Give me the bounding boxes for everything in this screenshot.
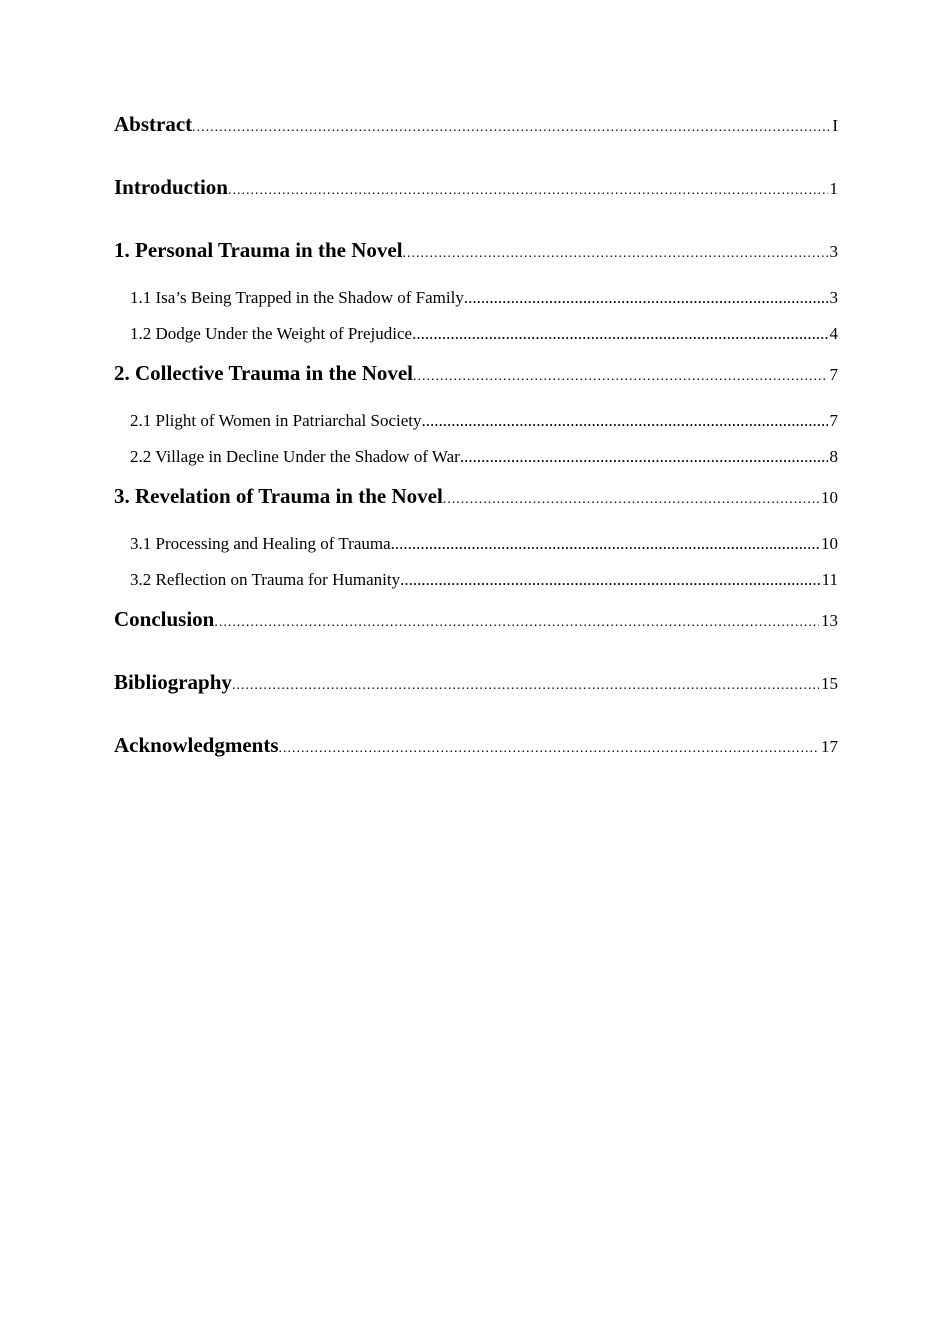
dot-leader bbox=[214, 606, 819, 639]
toc-entry-page: 11 bbox=[821, 570, 838, 589]
toc-entry-section-2-1[interactable] bbox=[114, 408, 838, 444]
toc-entry-page: 7 bbox=[829, 411, 838, 430]
toc-entry-introduction[interactable] bbox=[114, 171, 838, 234]
toc-entry-page: 17 bbox=[821, 737, 838, 756]
toc-entry-acknowledgments[interactable] bbox=[114, 729, 838, 792]
toc-entry-title: 1. Personal Trauma in the Novel bbox=[114, 238, 403, 262]
toc-entry-page: 3 bbox=[829, 288, 838, 307]
toc-entry-title: 1.2 Dodge Under the Weight of Prejudice bbox=[130, 324, 413, 343]
dot-leader bbox=[412, 321, 827, 347]
toc-entry-conclusion[interactable] bbox=[114, 603, 838, 666]
toc-entry-page: 8 bbox=[829, 447, 838, 466]
toc-entry-abstract[interactable] bbox=[114, 108, 838, 171]
table-of-contents bbox=[114, 108, 838, 792]
dot-leader bbox=[403, 237, 828, 270]
toc-entry-bibliography[interactable] bbox=[114, 666, 838, 729]
dot-leader bbox=[422, 408, 828, 434]
dot-leader bbox=[400, 567, 820, 593]
toc-entry-page: 10 bbox=[821, 534, 838, 553]
toc-entry-title: Bibliography bbox=[114, 670, 232, 694]
toc-entry-title: 2.1 Plight of Women in Patriarchal Society bbox=[130, 411, 422, 430]
dot-leader bbox=[391, 531, 819, 557]
toc-entry-title: Introduction bbox=[114, 175, 228, 199]
toc-entry-section-1-2[interactable] bbox=[114, 321, 838, 357]
dot-leader bbox=[228, 174, 828, 207]
toc-entry-chapter-2[interactable] bbox=[114, 357, 838, 408]
toc-entry-title: 3.1 Processing and Healing of Trauma bbox=[130, 534, 391, 553]
toc-entry-title: 1.1 Isa’s Being Trapped in the Shadow of Family bbox=[130, 288, 464, 307]
toc-entry-title: 3.2 Reflection on Trauma for Humanity bbox=[130, 570, 401, 589]
toc-entry-chapter-1[interactable] bbox=[114, 234, 838, 285]
toc-entry-page: 3 bbox=[829, 242, 838, 261]
toc-entry-page: 4 bbox=[829, 324, 838, 343]
toc-entry-page: 1 bbox=[829, 179, 838, 198]
toc-entry-title: Acknowledgments bbox=[114, 733, 279, 757]
toc-entry-page: I bbox=[832, 116, 838, 135]
toc-entry-title: Abstract bbox=[114, 112, 193, 136]
toc-entry-section-3-1[interactable] bbox=[114, 531, 838, 567]
toc-entry-title: 3. Revelation of Trauma in the Novel bbox=[114, 484, 443, 508]
toc-entry-section-2-2[interactable] bbox=[114, 444, 838, 480]
dot-leader bbox=[413, 360, 827, 393]
toc-entry-section-1-1[interactable] bbox=[114, 285, 838, 321]
dot-leader bbox=[232, 669, 819, 702]
toc-entry-page: 13 bbox=[821, 611, 838, 630]
toc-entry-page: 10 bbox=[821, 488, 838, 507]
toc-entry-title: Conclusion bbox=[114, 607, 215, 631]
toc-entry-page: 7 bbox=[829, 365, 838, 384]
toc-entry-section-3-2[interactable] bbox=[114, 567, 838, 603]
dot-leader bbox=[192, 111, 830, 144]
toc-entry-chapter-3[interactable] bbox=[114, 480, 838, 531]
dot-leader bbox=[443, 483, 819, 516]
dot-leader bbox=[279, 732, 819, 765]
toc-entry-page: 15 bbox=[821, 674, 838, 693]
dot-leader bbox=[464, 285, 828, 311]
toc-entry-title: 2.2 Village in Decline Under the Shadow of War bbox=[130, 447, 460, 466]
toc-entry-title: 2. Collective Trauma in the Novel bbox=[114, 361, 414, 385]
dot-leader bbox=[460, 444, 828, 470]
